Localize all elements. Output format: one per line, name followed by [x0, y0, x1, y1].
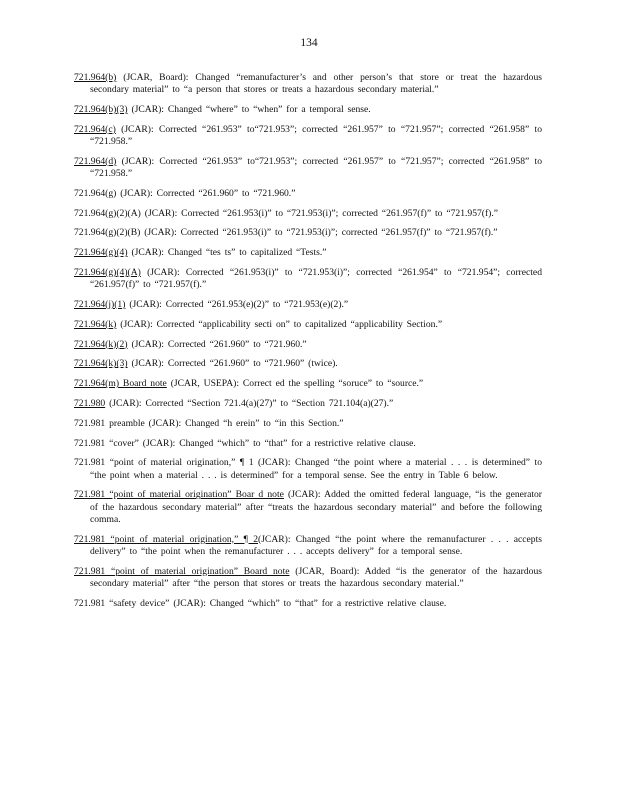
- amendment-entry: [74, 534, 542, 558]
- entry-text: (JCAR): Corrected “261.953(e)(2)” to “721.953(e)(2).”: [125, 298, 349, 310]
- section-citation: 721.964(d): [74, 155, 117, 167]
- entry-text: (JCAR): Changed “tes ts” to capitalized “Tests.”: [127, 247, 327, 259]
- section-citation: 721.981 “point of material origination” Boar d note: [74, 489, 284, 501]
- section-citation: 721.964(g)(2)(A): [74, 207, 141, 219]
- amendment-entry: [74, 247, 542, 259]
- section-citation: 721.964(j)(1): [74, 298, 126, 310]
- section-citation: 721.981: [74, 457, 106, 469]
- entry-text: (JCAR): Corrected “261.960” to “721.960.”: [116, 187, 296, 199]
- entry-text: (JCAR): Corrected “Section 721.4(a)(27)” to “Section 721.104(a)(27).”: [105, 397, 394, 409]
- amendment-entry: [74, 457, 542, 481]
- amendment-entry: [74, 156, 542, 180]
- section-citation: 721.964(g): [74, 187, 117, 199]
- amendment-entry: [74, 227, 542, 239]
- section-citation: 721.964(g)(4): [74, 247, 128, 259]
- section-citation: 721.964(k)(3): [74, 358, 128, 370]
- amendment-entry: [74, 438, 542, 450]
- entry-text: (JCAR): Corrected “applicability secti on” to capitalized “applicability Section.”: [116, 318, 443, 330]
- amendment-entry: [74, 299, 542, 311]
- amendment-entry: [74, 208, 542, 220]
- entry-text: (JCAR, USEPA): Correct ed the spelling “soruce” to “source.”: [166, 378, 424, 390]
- section-citation: 721.964(m) Board note: [74, 378, 167, 390]
- entry-text: (JCAR, Board): Changed “remanufacturer’s and other person’s that store or treat the hazardous secondary material” to “a person that stores or treats a hazardous secondary material.”: [90, 72, 542, 96]
- entry-text: (JCAR): Corrected “261.953” to“721.953”; corrected “261.957” to “721.957”; corrected “261.958” to “721.958.”: [90, 155, 542, 179]
- amendment-entry: [74, 598, 542, 610]
- entry-text: “safety device” (JCAR): Changed “which” to “that” for a restrictive relative clause.: [105, 597, 447, 609]
- amendment-entry: [74, 566, 542, 590]
- amendment-entry: [74, 104, 542, 116]
- section-citation: 721.964(g)(2)(B): [74, 227, 141, 239]
- amendment-entry: [74, 319, 542, 331]
- entry-text: (JCAR): Corrected “261.960” to “721.960” (twice).: [127, 358, 338, 370]
- page-number: 134: [300, 37, 318, 49]
- amendment-entry: [74, 418, 542, 430]
- section-citation: 721.964(k)(2): [74, 338, 128, 350]
- section-citation: 721.981: [74, 437, 106, 449]
- section-citation: 721.964(c): [74, 123, 116, 135]
- amendment-entry: [74, 72, 542, 96]
- amendment-entry: [74, 267, 542, 291]
- section-citation: 721.981 “point of material origination” Board note: [74, 565, 290, 577]
- amendment-entry: [74, 188, 542, 200]
- entry-text: “cover” (JCAR): Changed “which” to “that” for a restrictive relative clause.: [105, 437, 416, 449]
- entry-text: (JCAR, Board): Added “is the generator of the hazardous secondary material” after “the person that stores or treats the hazardous secondary material.”: [90, 565, 542, 589]
- amendment-entry: [74, 124, 542, 148]
- entry-text: (JCAR): Corrected “261.953(i)” to “721.953(i)”; corrected “261.957(f)” to “721.957(f).”: [140, 207, 499, 219]
- entry-text: (JCAR): Changed “where” to “when” for a temporal sense.: [127, 104, 371, 115]
- amendment-entry: [74, 339, 542, 351]
- section-citation: 721.964(k): [74, 318, 117, 330]
- entry-text: (JCAR): Added the omitted federal language, “is the generator of the hazardous secondary material” after “treats the hazardous secondary material” and before the following comma.: [90, 489, 542, 525]
- entry-text: (JCAR): Corrected “261.953(i)” to “721.953(i)”; corrected “261.954” to “721.954”; corrected “261.957(f)” to “721.957(f).”: [90, 266, 542, 291]
- entry-text: (JCAR): Corrected “261.953” to“721.953”; corrected “261.957” to “721.957”; corrected “261.958” to “721.958.”: [90, 123, 542, 147]
- entry-list: [74, 72, 542, 617]
- section-citation: 721.981: [74, 417, 106, 429]
- section-citation: 721.964(b)(3): [74, 104, 128, 115]
- entry-text: “point of material origination,” ¶ 1 (JCAR): Changed “the point where a material . . . is determined” to “the point when a material . . . is determined” for a temporal sense. See the entry in Table 6 below.: [90, 457, 542, 481]
- amendment-entry: [74, 378, 542, 390]
- entry-text: (JCAR): Corrected “261.960” to “721.960.”: [127, 338, 307, 350]
- amendment-entry: [74, 358, 542, 370]
- entry-text: (JCAR): Changed “the point where the remanufacturer . . . accepts delivery” to “the point when the remanufacturer . . . accepts delivery” for a temporal sense.: [90, 533, 542, 557]
- amendment-entry: [74, 398, 542, 410]
- section-citation: 721.980: [74, 397, 106, 409]
- section-citation: 721.964(g)(4)(A): [74, 266, 141, 278]
- entry-text: preamble (JCAR): Changed “h erein” to “in this Section.”: [105, 417, 344, 429]
- amendment-entry: [74, 489, 542, 526]
- section-citation: 721.964(b): [74, 72, 117, 83]
- entry-text: (JCAR): Corrected “261.953(i)” to “721.953(i)”; corrected “261.957(f)” to “721.957(f).”: [140, 227, 498, 239]
- section-citation: 721.981 “point of material origination,” ¶ 2: [74, 533, 258, 545]
- section-citation: 721.981: [74, 597, 106, 609]
